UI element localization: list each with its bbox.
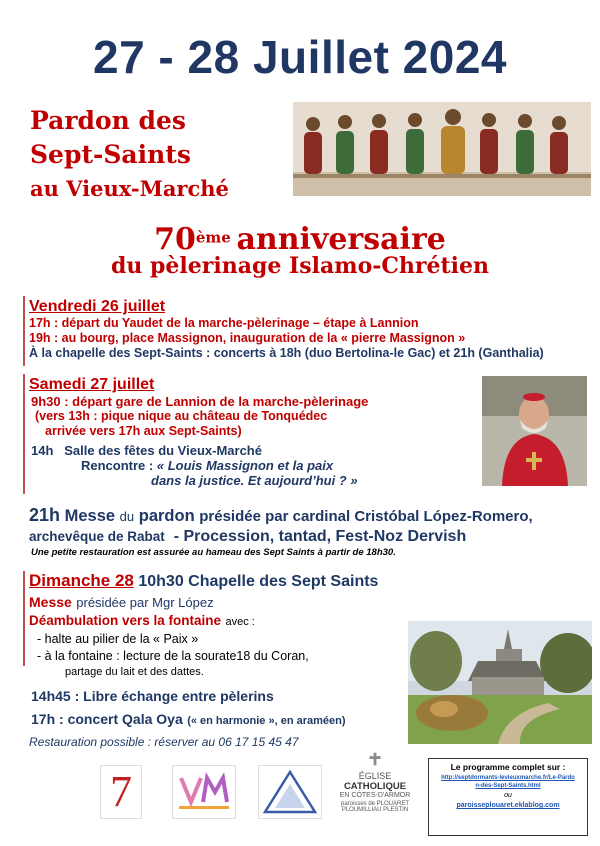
vendredi-block: [29, 298, 544, 361]
mass-messe: Messe: [64, 507, 116, 525]
vendredi-line1: 17h : départ du Yaudet de la marche-pèlerinage – étape à Lannion: [29, 316, 419, 330]
dimanche-b3: partage du lait et des dattes.: [65, 666, 204, 678]
mass-note: Une petite restauration est assurée au hameau des Sept Saints à partir de 18h30.: [31, 547, 396, 558]
anniversary-number: 70: [154, 222, 196, 257]
dimanche-rule: [23, 571, 25, 666]
dimanche-heading-line: [29, 571, 589, 591]
cross-icon: [368, 752, 382, 766]
dimanche-concert-note: (« en harmonie », en araméen): [187, 715, 346, 727]
samedi-line1: 9h30 : départ gare de Lannion de la marche-pèlerinage: [31, 394, 369, 409]
mass-du: du: [119, 509, 135, 524]
eglise-line4: paroisses de PLOUARET: [340, 801, 410, 807]
program-intro: Le programme complet sur :: [450, 762, 566, 772]
mass-procession: - Procession, tantad, Fest-Noz Dervish: [173, 528, 467, 545]
logo-7-saints: [100, 765, 142, 819]
vendredi-heading: Vendredi 26 juillet: [29, 298, 166, 315]
mass-archeveque: archevêque de Rabat: [29, 529, 165, 544]
samedi-line6: [29, 473, 479, 488]
anniversary-sup: ème: [195, 228, 231, 247]
dimanche-heading: Dimanche 28: [29, 571, 134, 590]
logo-vieux-marche: [172, 765, 236, 819]
pardon-line2: Sept-Saints: [30, 140, 191, 169]
eglise-line2: CATHOLIQUE: [343, 781, 407, 792]
eglise-line1: ÉGLISE: [358, 771, 392, 781]
program-link2[interactable]: paroisseplouaret.eklablog.com: [456, 802, 560, 809]
mass-time: 21h: [29, 505, 61, 525]
samedi-quote1: « Louis Massignon et la paix: [156, 458, 334, 473]
statues-photo: [293, 102, 591, 196]
samedi-line4: [29, 443, 479, 458]
chapel-photo: [408, 621, 592, 744]
vendredi-line3: À la chapelle des Sept-Saints : concerts à 18h (duo Bertolina-le Gac) et 21h (Ganthalia): [29, 346, 544, 360]
anniversary-block: [0, 222, 600, 279]
samedi-time-14h: 14h: [31, 443, 54, 458]
mass-block: [29, 505, 589, 558]
cardinal-photo: [482, 376, 587, 486]
dimanche-messe-by: présidée par Mgr López: [76, 595, 214, 610]
logo-eglise-catholique: [334, 752, 416, 840]
mass-presidee: présidée par cardinal Cristóbal López-Romero,: [199, 508, 533, 525]
program-box: [428, 758, 588, 836]
dimanche-concert: 17h : concert Qala Oya: [31, 711, 183, 727]
restauration-line: Restauration possible : réserver au 06 17 15 45 47: [29, 735, 299, 749]
program-link1[interactable]: http://septdormants-levieuxmarche.fr/Le-Pardon-des-Sept-Saints.html: [441, 775, 575, 789]
mass-line2: [29, 527, 589, 547]
dimanche-b2: - à la fontaine : lecture de la sourate18 du Coran,: [37, 649, 309, 663]
dimanche-messe: Messe: [29, 594, 72, 610]
dimanche-time: 10h30 Chapelle des Sept Saints: [138, 573, 379, 590]
dimanche-e1: 14h45 : Libre échange entre pèlerins: [31, 688, 274, 704]
eglise-line3: EN CÔTES-D'ARMOR: [339, 792, 411, 799]
mass-line1: [29, 505, 589, 527]
samedi-line2: (vers 13h : pique nique au château de Tonquédec: [35, 409, 328, 423]
logo-triangle: [258, 765, 322, 819]
pardon-line3: au Vieux-Marché: [30, 176, 229, 201]
samedi-heading: Samedi 27 juillet: [29, 376, 155, 393]
vendredi-line2: 19h : au bourg, place Massignon, inauguration de la « pierre Massignon »: [29, 331, 466, 345]
anniversary-word: anniversaire: [236, 222, 446, 257]
mass-pardon: pardon: [138, 507, 195, 525]
samedi-rencontre-label: Rencontre :: [81, 458, 154, 473]
samedi-block: [29, 376, 479, 488]
pardon-line1: Pardon des: [30, 106, 186, 135]
poster-title: 27 - 28 Juillet 2024: [92, 31, 508, 83]
samedi-line5: [29, 458, 479, 473]
dimanche-avec: avec :: [225, 616, 255, 628]
samedi-rule: [23, 374, 25, 494]
eglise-line5: PLOUMILLIAU PLESTIN: [341, 807, 409, 813]
dimanche-deamb: Déambulation vers la fontaine: [29, 613, 222, 628]
program-ou: ou: [504, 792, 512, 799]
vendredi-rule: [23, 296, 25, 366]
samedi-salle: Salle des fêtes du Vieux-Marché: [64, 443, 262, 458]
svg-text:7: 7: [110, 767, 132, 816]
dimanche-messe-line: [29, 593, 589, 612]
pardon-heading: [30, 104, 229, 206]
samedi-line3: arrivée vers 17h aux Sept-Saints): [45, 424, 242, 438]
samedi-quote2: dans la justice. Et aujourd’hui ? »: [151, 473, 358, 488]
dimanche-b1: - halte au pilier de la « Paix »: [37, 632, 199, 646]
anniversary-subtitle: du pèlerinage Islamo-Chrétien: [111, 253, 489, 279]
